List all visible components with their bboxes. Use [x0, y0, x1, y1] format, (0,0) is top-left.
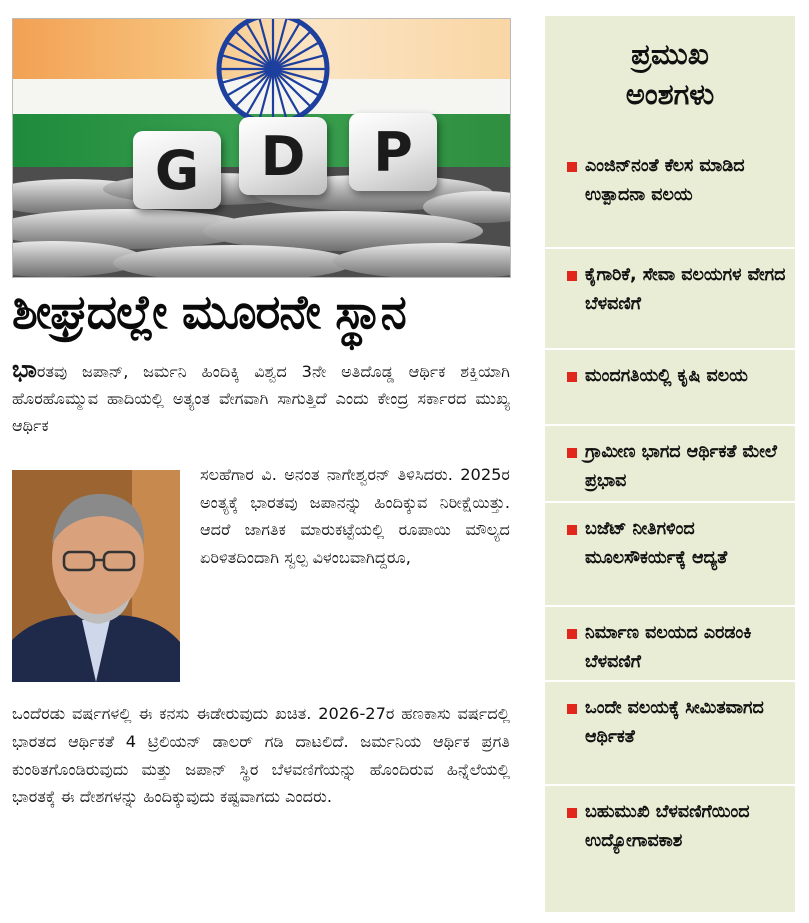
key-point-item	[545, 682, 795, 786]
hero-image	[12, 18, 511, 278]
article-bottom-paragraph: ಒಂದೆರಡು ವರ್ಷಗಳಲ್ಲಿ ಈ ಕನಸು ಈಡೇರುವುದು ಖಚಿತ. 2026-27ರ ಹಣಕಾಸು ವರ್ಷದಲ್ಲಿ ಭಾರತದ ಆರ್ಥಿಕತೆ 4 ಟ್ರಿಲಿಯನ್ ಡಾಲರ್ ಗಡಿ ದಾಟಲಿದೆ. ಜರ್ಮನಿಯ ಆರ್ಥಿಕ ಪ್ರಗತಿ ಕುಂಠಿತಗೊಂಡಿರುವುದು ಮತ್ತು ಜಪಾನ್ ಸ್ಥಿರ ಬೆಳವಣಿಗೆಯನ್ನು ಹೊಂದಿರುವ ಹಿನ್ನೆಲೆಯಲ್ಲಿ ಭಾರತಕ್ಕೆ ಈ ದೇಶಗಳನ್ನು ಹಿಂದಿಕ್ಕುವುದು ಕಷ್ಟವಾಗದು ಎಂದರು.	[12, 704, 510, 807]
red-square-bullet-icon	[567, 162, 577, 172]
key-point-item	[545, 140, 795, 249]
portrait-photo	[12, 470, 180, 682]
sidebar-title	[545, 34, 795, 114]
red-square-bullet-icon	[567, 372, 577, 382]
red-square-bullet-icon	[567, 629, 577, 639]
article-intro	[12, 356, 510, 439]
key-point-label: ಎಂಜಿನ್‌ನಂತೆ ಕೆಲಸ ಮಾಡಿದ ಉತ್ಪಾದನಾ ವಲಯ	[585, 156, 745, 205]
key-point-label: ಬಹುಮುಖಿ ಬೆಳವಣಿಗೆಯಿಂದ ಉದ್ಯೋಗಾವಕಾಶ	[585, 802, 750, 851]
article-side-text	[200, 461, 510, 571]
red-square-bullet-icon	[567, 704, 577, 714]
article-intro-text: ರತವು ಜಪಾನ್, ಜರ್ಮನಿ ಹಿಂದಿಕ್ಕಿ ವಿಶ್ವದ 3ನೇ ಅತಿದೊಡ್ಡ ಆರ್ಥಿಕ ಶಕ್ತಿಯಾಗಿ ಹೊರಹೊಮ್ಮುವ ಹಾದಿಯಲ್ಲಿ ಅತ್ಯಂತ ವೇಗವಾಗಿ ಸಾಗುತ್ತಿದೆ ಎಂದು ಕೇಂದ್ರ ಸರ್ಕಾರದ ಮುಖ್ಯ ಆರ್ಥಿಕ	[12, 362, 510, 435]
key-point-label: ನಿರ್ಮಾಣ ವಲಯದ ಎರಡಂಕಿ ಬೆಳವಣಿಗೆ	[585, 623, 752, 672]
article-side-paragraph: ಸಲಹೆಗಾರ ವಿ. ಅನಂತ ನಾಗೇಶ್ವರನ್ ತಿಳಿಸಿದರು. 2025ರ ಅಂತ್ಯಕ್ಕೆ ಭಾರತವು ಜಪಾನನ್ನು ಹಿಂದಿಕ್ಕುವ ನಿರೀಕ್ಷೆಯಿತ್ತು. ಆದರೆ ಜಾಗತಿಕ ಮಾರುಕಟ್ಟೆಯಲ್ಲಿ ರೂಪಾಯಿ ಮೌಲ್ಯದ ಏರಿಳಿತದಿಂದಾಗಿ ಸ್ವಲ್ಪ ವಿಳಂಬವಾಗಿದ್ದರೂ,	[200, 465, 510, 567]
sidebar-title-line1: ಪ್ರಮುಖ	[631, 37, 709, 71]
article-bottom-text	[12, 700, 510, 811]
key-point-item	[545, 786, 795, 894]
person-portrait-icon	[12, 470, 180, 682]
key-point-label: ಬಜೆಟ್ ನೀತಿಗಳಿಂದ ಮೂಲಸೌಕರ್ಯಕ್ಕೆ ಆದ್ಯತೆ	[585, 519, 728, 568]
key-point-label: ಮಂದಗತಿಯಲ್ಲಿ ಕೃಷಿ ವಲಯ	[585, 366, 748, 386]
key-points-sidebar	[545, 16, 795, 912]
key-point-label: ಕೈಗಾರಿಕೆ, ಸೇವಾ ವಲಯಗಳ ವೇಗದ ಬೆಳವಣಿಗೆ	[585, 265, 786, 314]
key-point-label: ಒಂದೇ ವಲಯಕ್ಕೆ ಸೀಮಿತವಾಗದ ಆರ್ಥಿಕತೆ	[585, 698, 764, 747]
key-point-label: ಗ್ರಾಮೀಣ ಭಾಗದ ಆರ್ಥಿಕತೆ ಮೇಲೆ ಪ್ರಭಾವ	[585, 442, 777, 491]
key-point-item	[545, 350, 795, 426]
red-square-bullet-icon	[567, 525, 577, 535]
key-point-item	[545, 426, 795, 503]
headline: ಶೀಘ್ರದಲ್ಲೇ ಮೂರನೇ ಸ್ಥಾನ	[12, 285, 406, 340]
gdp-cube-g: G	[133, 131, 221, 209]
sidebar-title-line2: ಅಂಶಗಳು	[625, 77, 715, 111]
key-points-list	[545, 140, 795, 894]
key-point-item	[545, 249, 795, 350]
red-square-bullet-icon	[567, 271, 577, 281]
key-point-item	[545, 607, 795, 682]
red-square-bullet-icon	[567, 808, 577, 818]
red-square-bullet-icon	[567, 448, 577, 458]
ashoka-chakra-icon	[213, 18, 333, 129]
gdp-cube-p: P	[349, 113, 437, 191]
dropcap: ಭಾ	[12, 355, 37, 383]
key-point-item	[545, 503, 795, 607]
gdp-cube-d: D	[239, 117, 327, 195]
